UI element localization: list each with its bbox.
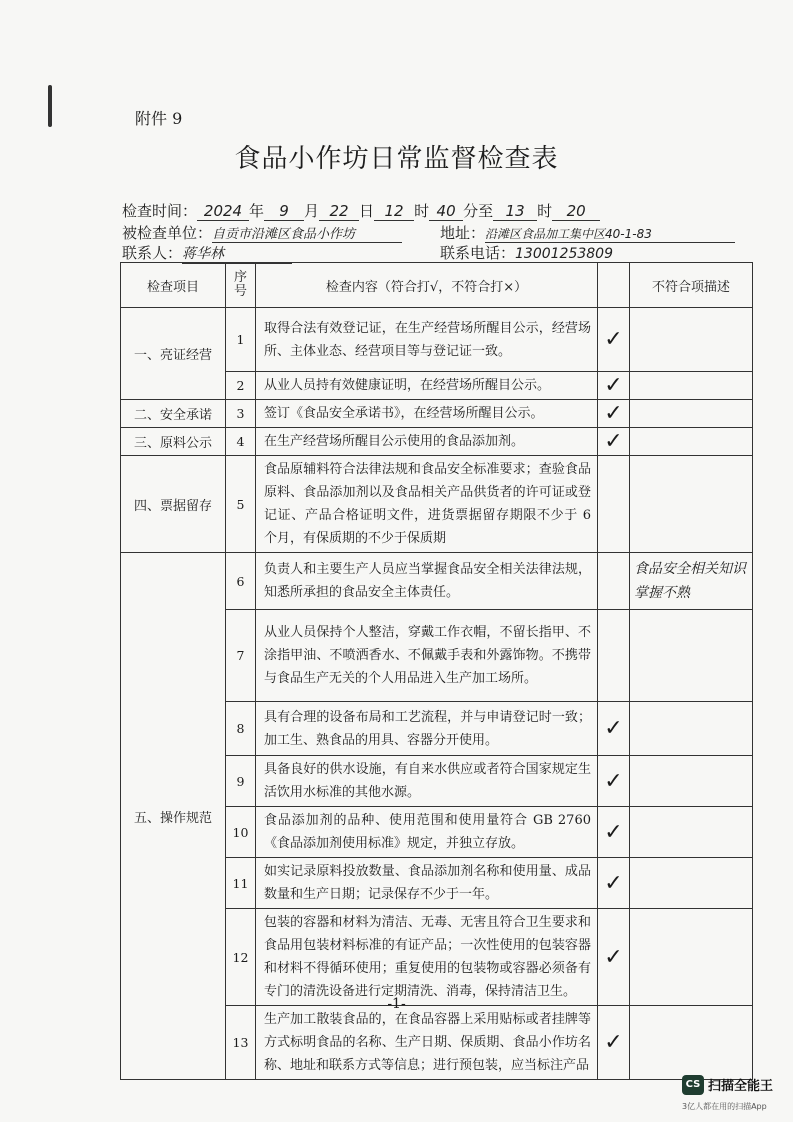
row-number: 1 — [226, 308, 256, 372]
row-content: 在生产经营场所醒目公示使用的食品添加剂。 — [256, 428, 598, 456]
row-description — [630, 400, 753, 428]
row-content: 具备良好的供水设施，有自来水供应或者符合国家规定生活饮用水标准的其他水源。 — [256, 756, 598, 807]
row-description — [630, 308, 753, 372]
table-row — [121, 428, 753, 456]
contact-value: 蒋华林 — [182, 243, 292, 264]
row-number: 10 — [226, 807, 256, 858]
row-number: 11 — [226, 858, 256, 909]
row-number: 7 — [226, 610, 256, 702]
table-row — [121, 456, 753, 553]
category-operation-standards: 五、操作规范 — [121, 553, 226, 1080]
row-number: 13 — [226, 1006, 256, 1080]
row-content: 从业人员保持个人整洁，穿戴工作衣帽，不留长指甲、不涂指甲油、不喷洒香水、不佩戴手表和外露饰物。不携带与食品生产无关的个人用品进入生产加工场所。 — [256, 610, 598, 702]
row-number: 5 — [226, 456, 256, 553]
hour-unit-end: 时 — [537, 202, 553, 220]
month-unit: 月 — [304, 202, 320, 220]
phone-label: 联系电话： — [440, 244, 516, 262]
checkmark-icon: ✓ — [598, 372, 630, 400]
address-field — [440, 222, 735, 243]
table-row — [121, 553, 753, 610]
row-content: 食品添加剂的品种、使用范围和使用量符合 GB 2760《食品添加剂使用标准》规定，并独立存放。 — [256, 807, 598, 858]
row-number: 8 — [226, 702, 256, 756]
inspection-table — [120, 262, 753, 1080]
row-content: 具有合理的设备布局和工艺流程，并与申请登记时一致；加工生、熟食品的用具、容器分开使用。 — [256, 702, 598, 756]
phone-value: 13001253809 — [515, 246, 665, 263]
row-number: 3 — [226, 400, 256, 428]
header-mark — [598, 263, 630, 308]
row-description — [630, 909, 753, 1006]
header-content: 检查内容（符合打√，不符合打×） — [256, 263, 598, 308]
table-header-row — [121, 263, 753, 308]
row-mark — [598, 456, 630, 553]
row-description — [630, 807, 753, 858]
unit-value: 自贡市沿滩区食品小作坊 — [212, 223, 402, 243]
row-description — [630, 456, 753, 553]
row-description — [630, 372, 753, 400]
category-receipt-retention: 四、票据留存 — [121, 456, 226, 553]
contact-row — [122, 242, 292, 264]
inspection-minute-end: 20 — [552, 202, 600, 221]
row-mark — [598, 610, 630, 702]
row-number: 12 — [226, 909, 256, 1006]
row-content: 从业人员持有效健康证明，在经营场所醒目公示。 — [256, 372, 598, 400]
row-description — [630, 610, 753, 702]
page-number: -1- — [387, 996, 406, 1012]
phone-field — [440, 242, 665, 263]
inspection-hour-end: 13 — [493, 202, 537, 221]
unit-label: 被检查单位： — [122, 224, 213, 242]
checkmark-icon: ✓ — [598, 400, 630, 428]
row-number: 2 — [226, 372, 256, 400]
cs-logo-icon: CS — [682, 1075, 704, 1095]
category-material-disclosure: 三、原料公示 — [121, 428, 226, 456]
checkmark-icon: ✓ — [598, 858, 630, 909]
row-content: 取得合法有效登记证，在生产经营场所醒目公示，经营场所、主体业态、经营项目等与登记证一致。 — [256, 308, 598, 372]
checkmark-icon: ✓ — [598, 807, 630, 858]
table-row — [121, 308, 753, 372]
row-description — [630, 756, 753, 807]
header-item: 检查项目 — [121, 263, 226, 308]
row-content: 签订《食品安全承诺书》，在经营场所醒目公示。 — [256, 400, 598, 428]
row-number: 9 — [226, 756, 256, 807]
row-number: 6 — [226, 553, 256, 610]
app-tagline: 3亿人都在用的扫描App — [682, 1102, 767, 1111]
row-description-handwritten: 食品安全相关知识掌握不熟 — [630, 553, 753, 610]
unit-address-row — [122, 222, 402, 243]
checkmark-icon: ✓ — [598, 756, 630, 807]
row-content: 生产加工散装食品的，在食品容器上采用贴标或者挂牌等方式标明食品的名称、生产日期、保质期、食品小作坊名称、地址和联系方式等信息；进行预包装，应当标注产品 — [256, 1006, 598, 1080]
hour-unit: 时 — [414, 202, 430, 220]
inspection-minute-start: 40 — [429, 202, 463, 221]
attachment-label: 附件 9 — [135, 109, 183, 128]
checkmark-icon: ✓ — [598, 1006, 630, 1080]
contact-label: 联系人： — [122, 244, 183, 262]
checkmark-icon: ✓ — [598, 308, 630, 372]
inspection-time-row — [122, 200, 600, 221]
app-name: 扫描全能王 — [708, 1079, 774, 1094]
address-value: 沿滩区食品加工集中区40-1-83 — [485, 225, 735, 243]
checkmark-icon: ✓ — [598, 428, 630, 456]
year-unit: 年 — [249, 202, 265, 220]
address-label: 地址： — [440, 224, 486, 242]
checkmark-icon: ✓ — [598, 702, 630, 756]
row-number: 4 — [226, 428, 256, 456]
scanner-app-watermark — [682, 1071, 790, 1119]
header-description: 不符合项描述 — [630, 263, 753, 308]
minute-to-label: 分至 — [463, 202, 494, 220]
row-mark — [598, 553, 630, 610]
scan-fold-mark — [48, 85, 52, 127]
row-content: 食品原辅料符合法律法规和食品安全标准要求；查验食品原料、食品添加剂以及食品相关产品供货者的许可证或登记证、产品合格证明文件，进货票据留存期限不少于 6 个月，有保质期的不少于保质期 — [256, 456, 598, 553]
document-title: 食品小作坊日常监督检查表 — [234, 144, 559, 174]
inspection-day: 22 — [319, 202, 359, 221]
day-unit: 日 — [359, 202, 375, 220]
row-content: 包装的容器和材料为清洁、无毒、无害且符合卫生要求和食品用包装材料标准的有证产品；一次性使用的包装容器和材料不得循环使用；重复使用的包装物或容器必须备有专门的清洗设备进行定期清洗、消毒，保持清洁卫生。 — [256, 909, 598, 1006]
row-description — [630, 858, 753, 909]
row-content: 如实记录原料投放数量、食品添加剂名称和使用量、成品数量和生产日期；记录保存不少于一年。 — [256, 858, 598, 909]
category-license: 一、亮证经营 — [121, 308, 226, 400]
inspection-year: 2024 — [197, 202, 249, 221]
row-description — [630, 1006, 753, 1080]
inspection-time-label: 检查时间： — [122, 202, 198, 220]
row-description — [630, 702, 753, 756]
category-safety-commitment: 二、安全承诺 — [121, 400, 226, 428]
table-row — [121, 400, 753, 428]
row-content: 负责人和主要生产人员应当掌握食品安全相关法律法规，知悉所承担的食品安全主体责任。 — [256, 553, 598, 610]
row-description — [630, 428, 753, 456]
inspection-hour-start: 12 — [374, 202, 414, 221]
checkmark-icon: ✓ — [598, 909, 630, 1006]
inspection-month: 9 — [264, 202, 304, 221]
header-number: 序号 — [226, 263, 256, 308]
